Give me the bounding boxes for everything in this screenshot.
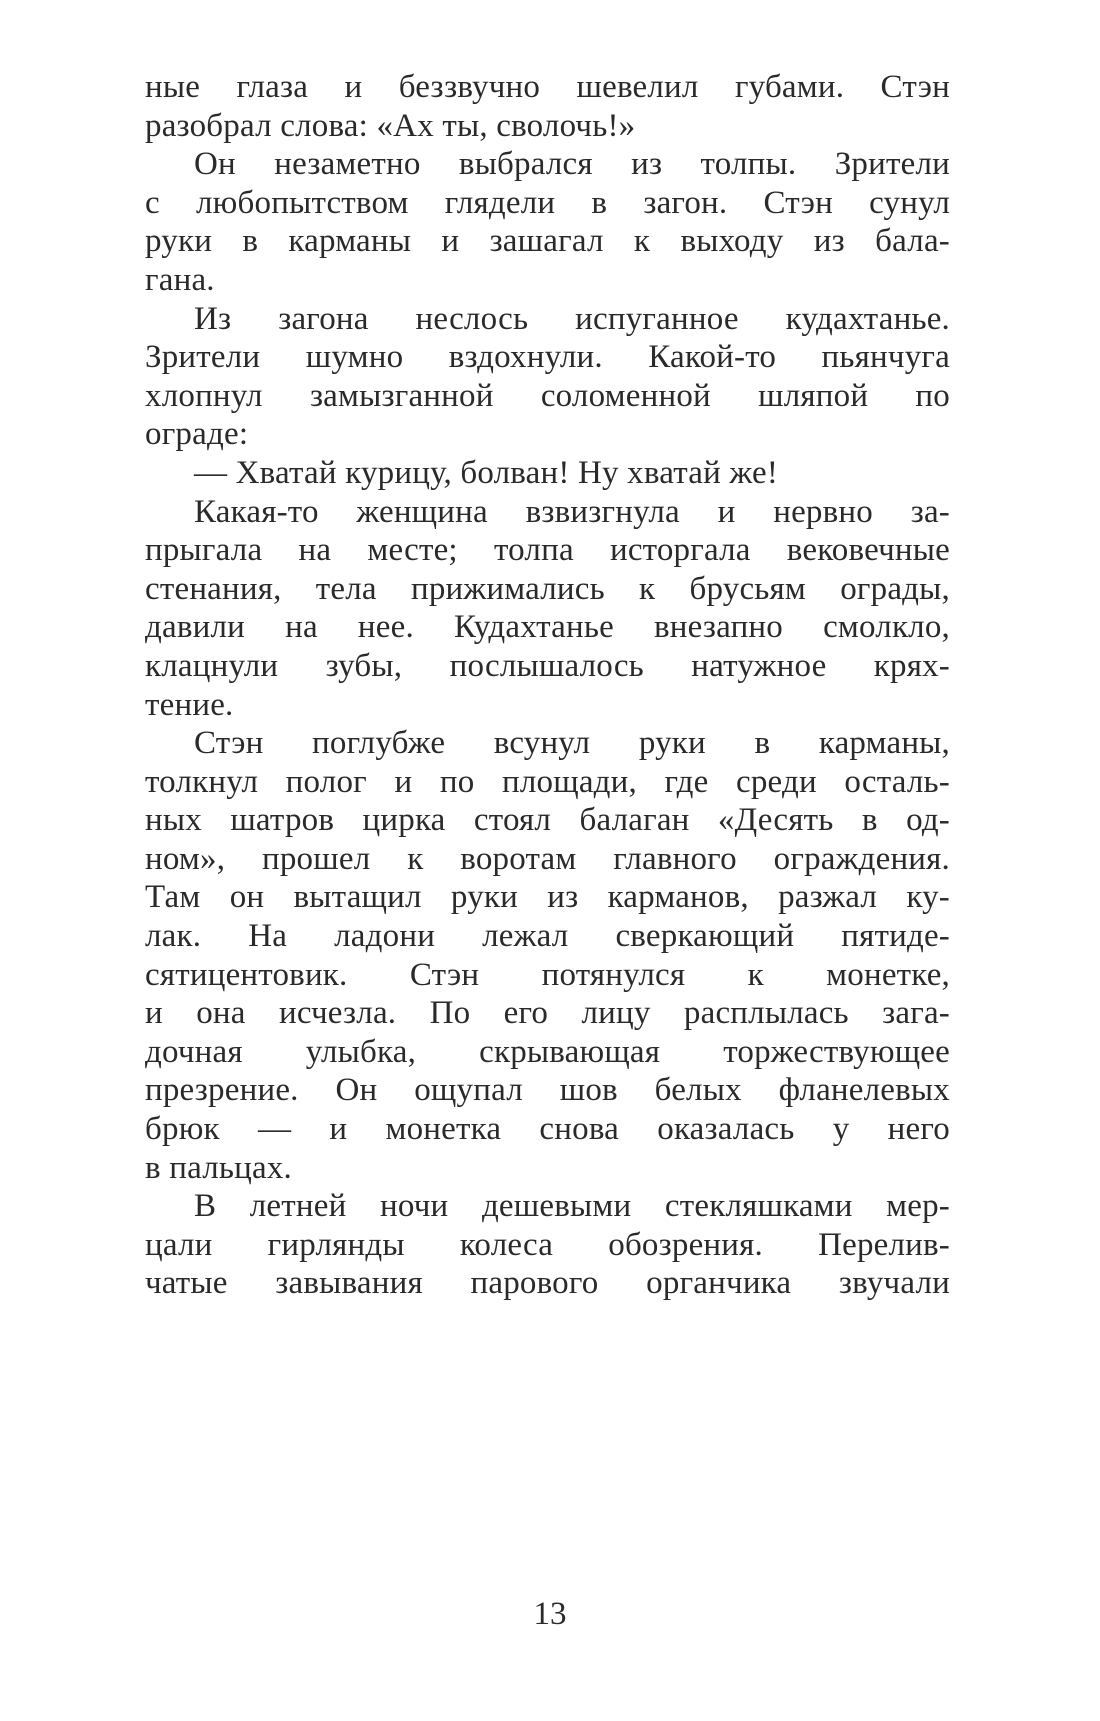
text-line: Стэн поглубже всунул руки в карманы, (194, 725, 950, 762)
text-line: тение. (145, 686, 234, 723)
text-line: — Хватай курицу, болван! Ну хватай же! (194, 454, 779, 491)
text-line: клацнули зубы, послышалось натужное крях- (145, 647, 950, 684)
text-line: сятицентовик. Стэн потянулся к монетке, (145, 956, 950, 993)
page-number: 13 (533, 1596, 567, 1632)
text-line: презрение. Он ощупал шов белых фланелевых (145, 1072, 950, 1109)
text-line: ные глаза и беззвучно шевелил губами. Стэн (145, 69, 950, 105)
text-line: ном», прошел к воротам главного ограждения. (145, 840, 950, 877)
text-line: прыгала на месте; толпа исторгала вековечные (145, 532, 950, 569)
text-line: толкнул полог и по площади, где среди осталь- (145, 763, 950, 800)
text-line: Он незаметно выбрался из толпы. Зрители (194, 146, 950, 183)
text-line: давили на нее. Кудахтанье внезапно смолкло, (145, 609, 950, 646)
text-line: ограде: (145, 416, 249, 453)
text-line: руки в карманы и зашагал к выходу из бала- (145, 223, 950, 260)
text-line: и она исчезла. По его лицу расплылась зага- (145, 995, 950, 1032)
text-line: стенания, тела прижимались к брусьям ограды, (145, 570, 950, 607)
text-line: В летней ночи дешевыми стекляшками мер- (194, 1188, 950, 1225)
text-line: хлопнул замызганной соломенной шляпой по (145, 377, 950, 414)
text-line: дочная улыбка, скрывающая торжествующее (145, 1033, 950, 1070)
text-line: с любопытством глядели в загон. Стэн сунул (145, 184, 950, 221)
text-line: в пальцах. (145, 1149, 293, 1186)
text-line: Там он вытащил руки из карманов, разжал ку- (145, 879, 950, 916)
text-line: Из загона неслось испуганное кудахтанье. (194, 300, 950, 337)
text-line: лак. На ладони лежал сверкающий пятиде- (145, 918, 950, 955)
text-line: Зрители шумно вздохнули. Какой-то пьянчуга (145, 339, 950, 376)
text-line: разобрал слова: «Ах ты, сволочь!» (145, 107, 636, 144)
text-line: брюк — и монетка снова оказалась у него (145, 1111, 950, 1148)
text-line: чатые завывания парового органчика звучали (145, 1265, 950, 1302)
text-line: Какая-то женщина взвизгнула и нервно за- (194, 493, 950, 530)
text-line: цали гирлянды колеса обозрения. Перелив- (145, 1226, 950, 1263)
text-line: ных шатров цирка стоял балаган «Десять в од- (145, 802, 950, 839)
text-line: гана. (145, 261, 215, 298)
book-page-text (145, 68, 950, 1303)
